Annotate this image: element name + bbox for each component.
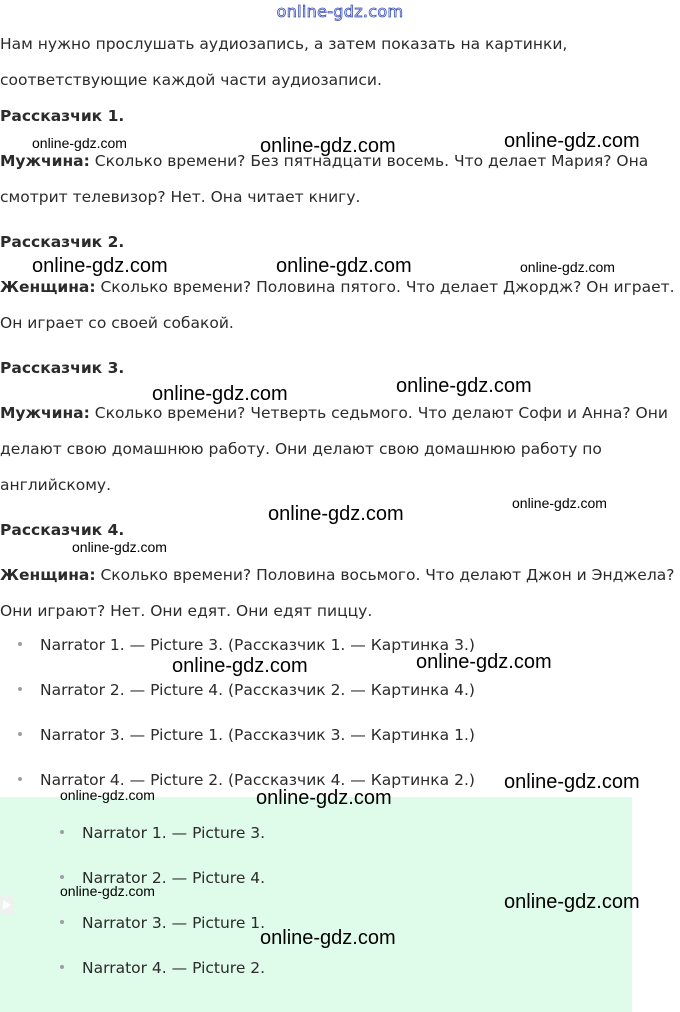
speaker-label: Женщина: <box>0 278 96 296</box>
watermark: online-gdz.com <box>504 771 640 793</box>
watermark: online-gdz.com <box>72 539 167 555</box>
watermark: online-gdz.com <box>260 135 396 157</box>
speaker-label: Женщина: <box>0 566 96 584</box>
intro-line: соответствующие каждой части аудиозаписи. <box>0 71 382 89</box>
watermark: online-gdz.com <box>60 787 155 803</box>
section-title: Рассказчик 3. <box>0 359 125 377</box>
bullet-icon <box>18 777 22 781</box>
watermark: online-gdz.com <box>32 135 127 151</box>
site-header-logo: online-gdz.com <box>276 2 404 21</box>
bullet-icon <box>60 920 64 924</box>
bullet-icon <box>60 830 64 834</box>
watermark: online-gdz.com <box>520 259 615 275</box>
answer-item: Narrator 4. — Picture 2. <box>60 957 265 979</box>
speaker-label: Мужчина: <box>0 152 90 170</box>
watermark: online-gdz.com <box>60 883 155 899</box>
dialogue-line: Он играет со своей собакой. <box>0 314 234 332</box>
list-item: Narrator 2. — Picture 4. (Рассказчик 2. — Картинка 4.) <box>18 679 475 701</box>
dialogue-text: Сколько времени? Половина пятого. Что делает Джордж? Он играет. <box>95 278 675 296</box>
answer-item: Narrator 1. — Picture 3. <box>60 822 265 844</box>
section-title: Рассказчик 2. <box>0 233 125 251</box>
bullet-icon <box>60 875 64 879</box>
watermark: online-gdz.com <box>256 787 392 809</box>
section-title: Рассказчик 4. <box>0 521 125 539</box>
list-item: Narrator 3. — Picture 1. (Рассказчик 3. — Картинка 1.) <box>18 724 475 746</box>
intro-line: Нам нужно прослушать аудиозапись, а затем показать на картинки, <box>0 35 568 53</box>
dialogue-line: Они играют? Нет. Они едят. Они едят пиццу. <box>0 602 373 620</box>
list-item: Narrator 4. — Picture 2. (Рассказчик 4. — Картинка 2.) <box>18 769 475 791</box>
dialogue-line <box>0 564 674 586</box>
bullet-icon <box>60 965 64 969</box>
dialogue-text: Сколько времени? Половина восьмого. Что делают Джон и Энджела? <box>95 566 675 584</box>
watermark: online-gdz.com <box>396 375 532 397</box>
answer-item: Narrator 2. — Picture 4. <box>60 867 265 889</box>
dialogue-line: английскому. <box>0 476 111 494</box>
speaker-label: Мужчина: <box>0 404 90 422</box>
list-item: Narrator 1. — Picture 3. (Рассказчик 1. — Картинка 3.) <box>18 634 475 656</box>
dialogue-text: Сколько времени? Четверть седьмого. Что делают Софи и Анна? Они <box>89 404 668 422</box>
play-icon[interactable] <box>0 895 18 915</box>
watermark: online-gdz.com <box>172 655 308 677</box>
answer-item: Narrator 3. — Picture 1. <box>60 912 265 934</box>
dialogue-line <box>0 402 668 424</box>
dialogue-line: делают свою домашнюю работу. Они делают свою домашнюю работу по <box>0 440 602 458</box>
dialogue-text: Сколько времени? Без пятнадцати восемь. Что делает Мария? Она <box>89 152 649 170</box>
watermark: online-gdz.com <box>512 495 607 511</box>
watermark: online-gdz.com <box>32 255 168 277</box>
watermark: online-gdz.com <box>268 503 404 525</box>
bullet-icon <box>18 642 22 646</box>
watermark: online-gdz.com <box>504 130 640 152</box>
dialogue-line: смотрит телевизор? Нет. Она читает книгу. <box>0 188 361 206</box>
watermark: online-gdz.com <box>504 891 640 913</box>
section-title: Рассказчик 1. <box>0 107 125 125</box>
dialogue-line <box>0 276 675 298</box>
bullet-icon <box>18 687 22 691</box>
watermark: online-gdz.com <box>260 927 396 949</box>
watermark: online-gdz.com <box>152 383 288 405</box>
watermark: online-gdz.com <box>276 255 412 277</box>
watermark: online-gdz.com <box>416 651 552 673</box>
bullet-icon <box>18 732 22 736</box>
